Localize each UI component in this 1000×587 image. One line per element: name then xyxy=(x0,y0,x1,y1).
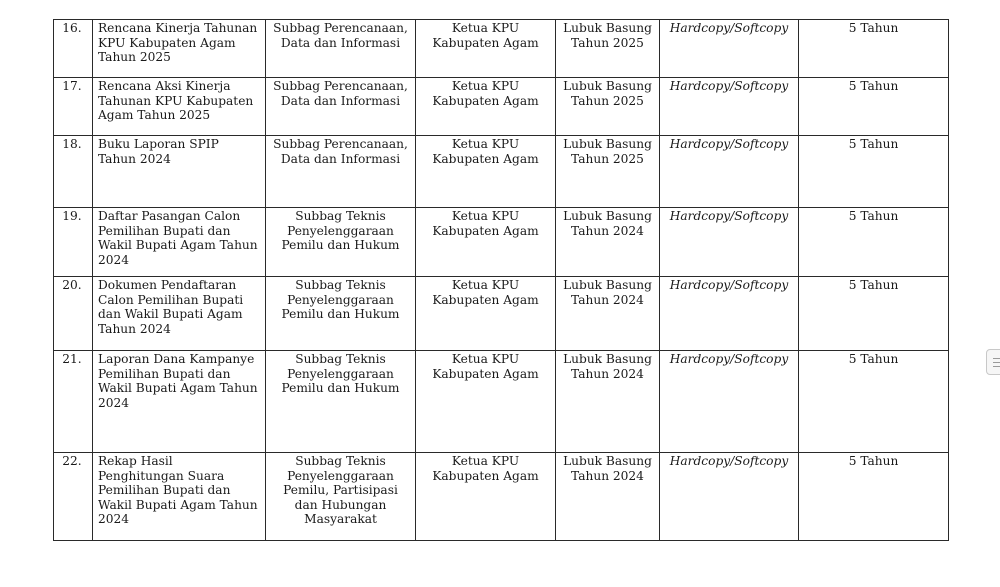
row-number: 20. xyxy=(54,277,93,351)
responsible-officer: Ketua KPU Kabupaten Agam xyxy=(416,136,556,208)
document-name: Rekap Hasil Penghitungan Suara Pemilihan Bupati dan Wakil Bupati Agam Tahun 2024 xyxy=(93,453,266,541)
row-number: 22. xyxy=(54,453,93,541)
retention-period: 5 Tahun xyxy=(799,277,949,351)
table-row xyxy=(54,351,949,453)
table-row xyxy=(54,78,949,136)
responsible-unit: Subbag Perencanaan, Data dan Informasi xyxy=(266,20,416,78)
location-year: Lubuk Basung Tahun 2025 xyxy=(556,136,660,208)
storage-media: Hardcopy/Softcopy xyxy=(660,78,799,136)
document-name: Dokumen Pendaftaran Calon Pemilihan Bupati dan Wakil Bupati Agam Tahun 2024 xyxy=(93,277,266,351)
retention-period: 5 Tahun xyxy=(799,208,949,277)
retention-period: 5 Tahun xyxy=(799,351,949,453)
retention-period: 5 Tahun xyxy=(799,136,949,208)
storage-media: Hardcopy/Softcopy xyxy=(660,136,799,208)
responsible-unit: Subbag Teknis Penyelenggaraan Pemilu, Partisipasi dan Hubungan Masyarakat xyxy=(266,453,416,541)
location-year: Lubuk Basung Tahun 2024 xyxy=(556,351,660,453)
document-name: Rencana Kinerja Tahunan KPU Kabupaten Agam Tahun 2025 xyxy=(93,20,266,78)
storage-media: Hardcopy/Softcopy xyxy=(660,277,799,351)
responsible-officer: Ketua KPU Kabupaten Agam xyxy=(416,453,556,541)
responsible-unit: Subbag Teknis Penyelenggaraan Pemilu dan Hukum xyxy=(266,208,416,277)
retention-period: 5 Tahun xyxy=(799,20,949,78)
responsible-unit: Subbag Teknis Penyelenggaraan Pemilu dan Hukum xyxy=(266,351,416,453)
retention-period: 5 Tahun xyxy=(799,453,949,541)
row-number: 19. xyxy=(54,208,93,277)
storage-media: Hardcopy/Softcopy xyxy=(660,351,799,453)
location-year: Lubuk Basung Tahun 2025 xyxy=(556,78,660,136)
table-row xyxy=(54,208,949,277)
responsible-officer: Ketua KPU Kabupaten Agam xyxy=(416,78,556,136)
menu-lines-icon xyxy=(993,358,1000,359)
document-name: Daftar Pasangan Calon Pemilihan Bupati dan Wakil Bupati Agam Tahun 2024 xyxy=(93,208,266,277)
document-name: Rencana Aksi Kinerja Tahunan KPU Kabupaten Agam Tahun 2025 xyxy=(93,78,266,136)
table-row xyxy=(54,453,949,541)
responsible-officer: Ketua KPU Kabupaten Agam xyxy=(416,277,556,351)
storage-media: Hardcopy/Softcopy xyxy=(660,208,799,277)
location-year: Lubuk Basung Tahun 2024 xyxy=(556,208,660,277)
row-number: 18. xyxy=(54,136,93,208)
responsible-officer: Ketua KPU Kabupaten Agam xyxy=(416,351,556,453)
responsible-officer: Ketua KPU Kabupaten Agam xyxy=(416,20,556,78)
location-year: Lubuk Basung Tahun 2025 xyxy=(556,20,660,78)
responsible-unit: Subbag Perencanaan, Data dan Informasi xyxy=(266,78,416,136)
table-row xyxy=(54,20,949,78)
row-number: 17. xyxy=(54,78,93,136)
row-number: 16. xyxy=(54,20,93,78)
document-name: Laporan Dana Kampanye Pemilihan Bupati dan Wakil Bupati Agam Tahun 2024 xyxy=(93,351,266,453)
responsible-unit: Subbag Perencanaan, Data dan Informasi xyxy=(266,136,416,208)
side-panel-tab[interactable] xyxy=(986,349,1000,375)
storage-media: Hardcopy/Softcopy xyxy=(660,453,799,541)
responsible-officer: Ketua KPU Kabupaten Agam xyxy=(416,208,556,277)
storage-media: Hardcopy/Softcopy xyxy=(660,20,799,78)
archive-list-table xyxy=(53,19,949,541)
responsible-unit: Subbag Teknis Penyelenggaraan Pemilu dan Hukum xyxy=(266,277,416,351)
location-year: Lubuk Basung Tahun 2024 xyxy=(556,453,660,541)
retention-period: 5 Tahun xyxy=(799,78,949,136)
table-row xyxy=(54,136,949,208)
row-number: 21. xyxy=(54,351,93,453)
document-name: Buku Laporan SPIP Tahun 2024 xyxy=(93,136,266,208)
location-year: Lubuk Basung Tahun 2024 xyxy=(556,277,660,351)
table-row xyxy=(54,277,949,351)
